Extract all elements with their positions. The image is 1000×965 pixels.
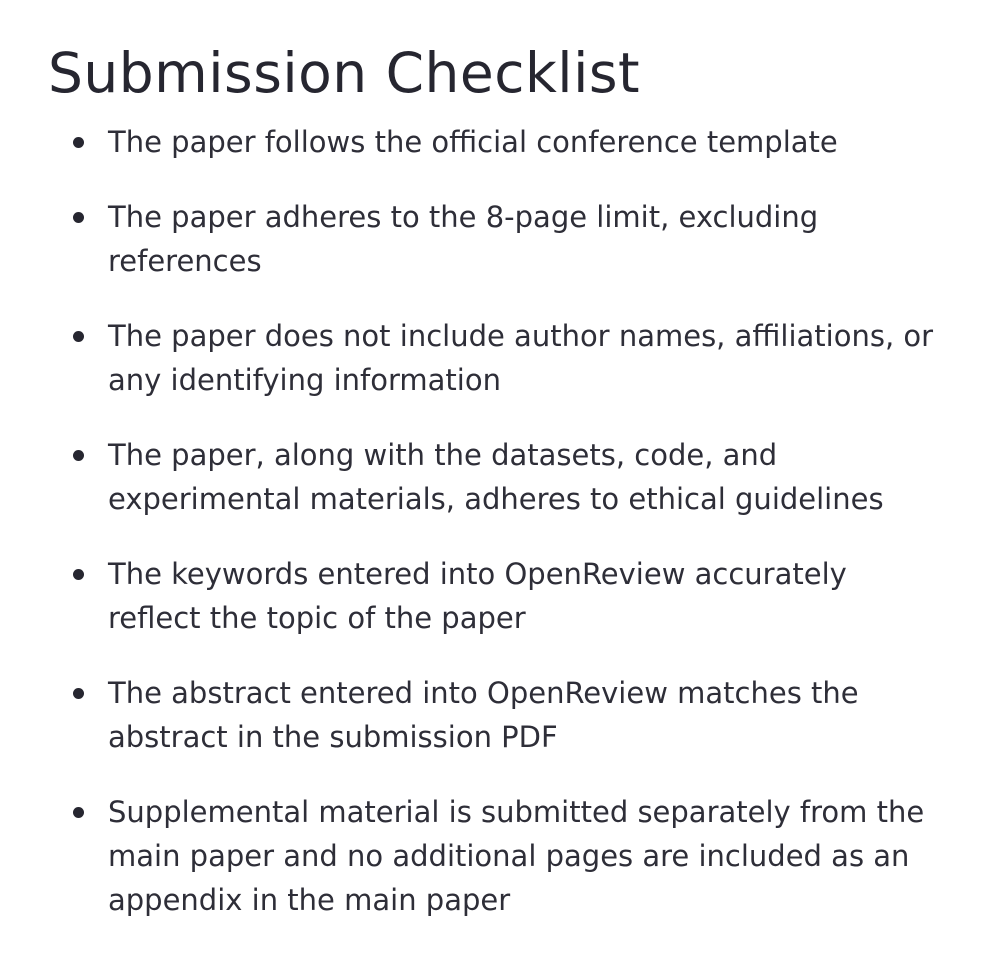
checklist-item: [48, 790, 948, 922]
bullet-icon: [73, 569, 84, 580]
checklist-item: [48, 552, 948, 640]
checklist-item-text: Supplemental material is submitted separately from the main paper and no additional pages are included as an appendix in the main paper: [108, 795, 925, 917]
checklist-item: [48, 120, 948, 164]
checklist-item-text: The paper follows the official conference template: [108, 125, 838, 159]
checklist-item: [48, 671, 948, 759]
page-title: Submission Checklist: [48, 41, 641, 105]
bullet-icon: [73, 212, 84, 223]
bullet-icon: [73, 807, 84, 818]
checklist-item: [48, 314, 948, 402]
checklist-item: [48, 195, 948, 283]
checklist-item: [48, 433, 948, 521]
checklist: [48, 120, 960, 922]
bullet-icon: [73, 331, 84, 342]
bullet-icon: [73, 450, 84, 461]
checklist-item-text: The paper adheres to the 8-page limit, excluding references: [108, 200, 819, 278]
checklist-item-text: The keywords entered into OpenReview accurately reflect the topic of the paper: [108, 557, 847, 635]
checklist-item-text: The abstract entered into OpenReview matches the abstract in the submission PDF: [108, 676, 859, 754]
checklist-item-text: The paper, along with the datasets, code, and experimental materials, adheres to ethical guidelines: [108, 438, 884, 516]
bullet-icon: [73, 137, 84, 148]
checklist-item-text: The paper does not include author names, affiliations, or any identifying information: [108, 319, 934, 397]
bullet-icon: [73, 688, 84, 699]
